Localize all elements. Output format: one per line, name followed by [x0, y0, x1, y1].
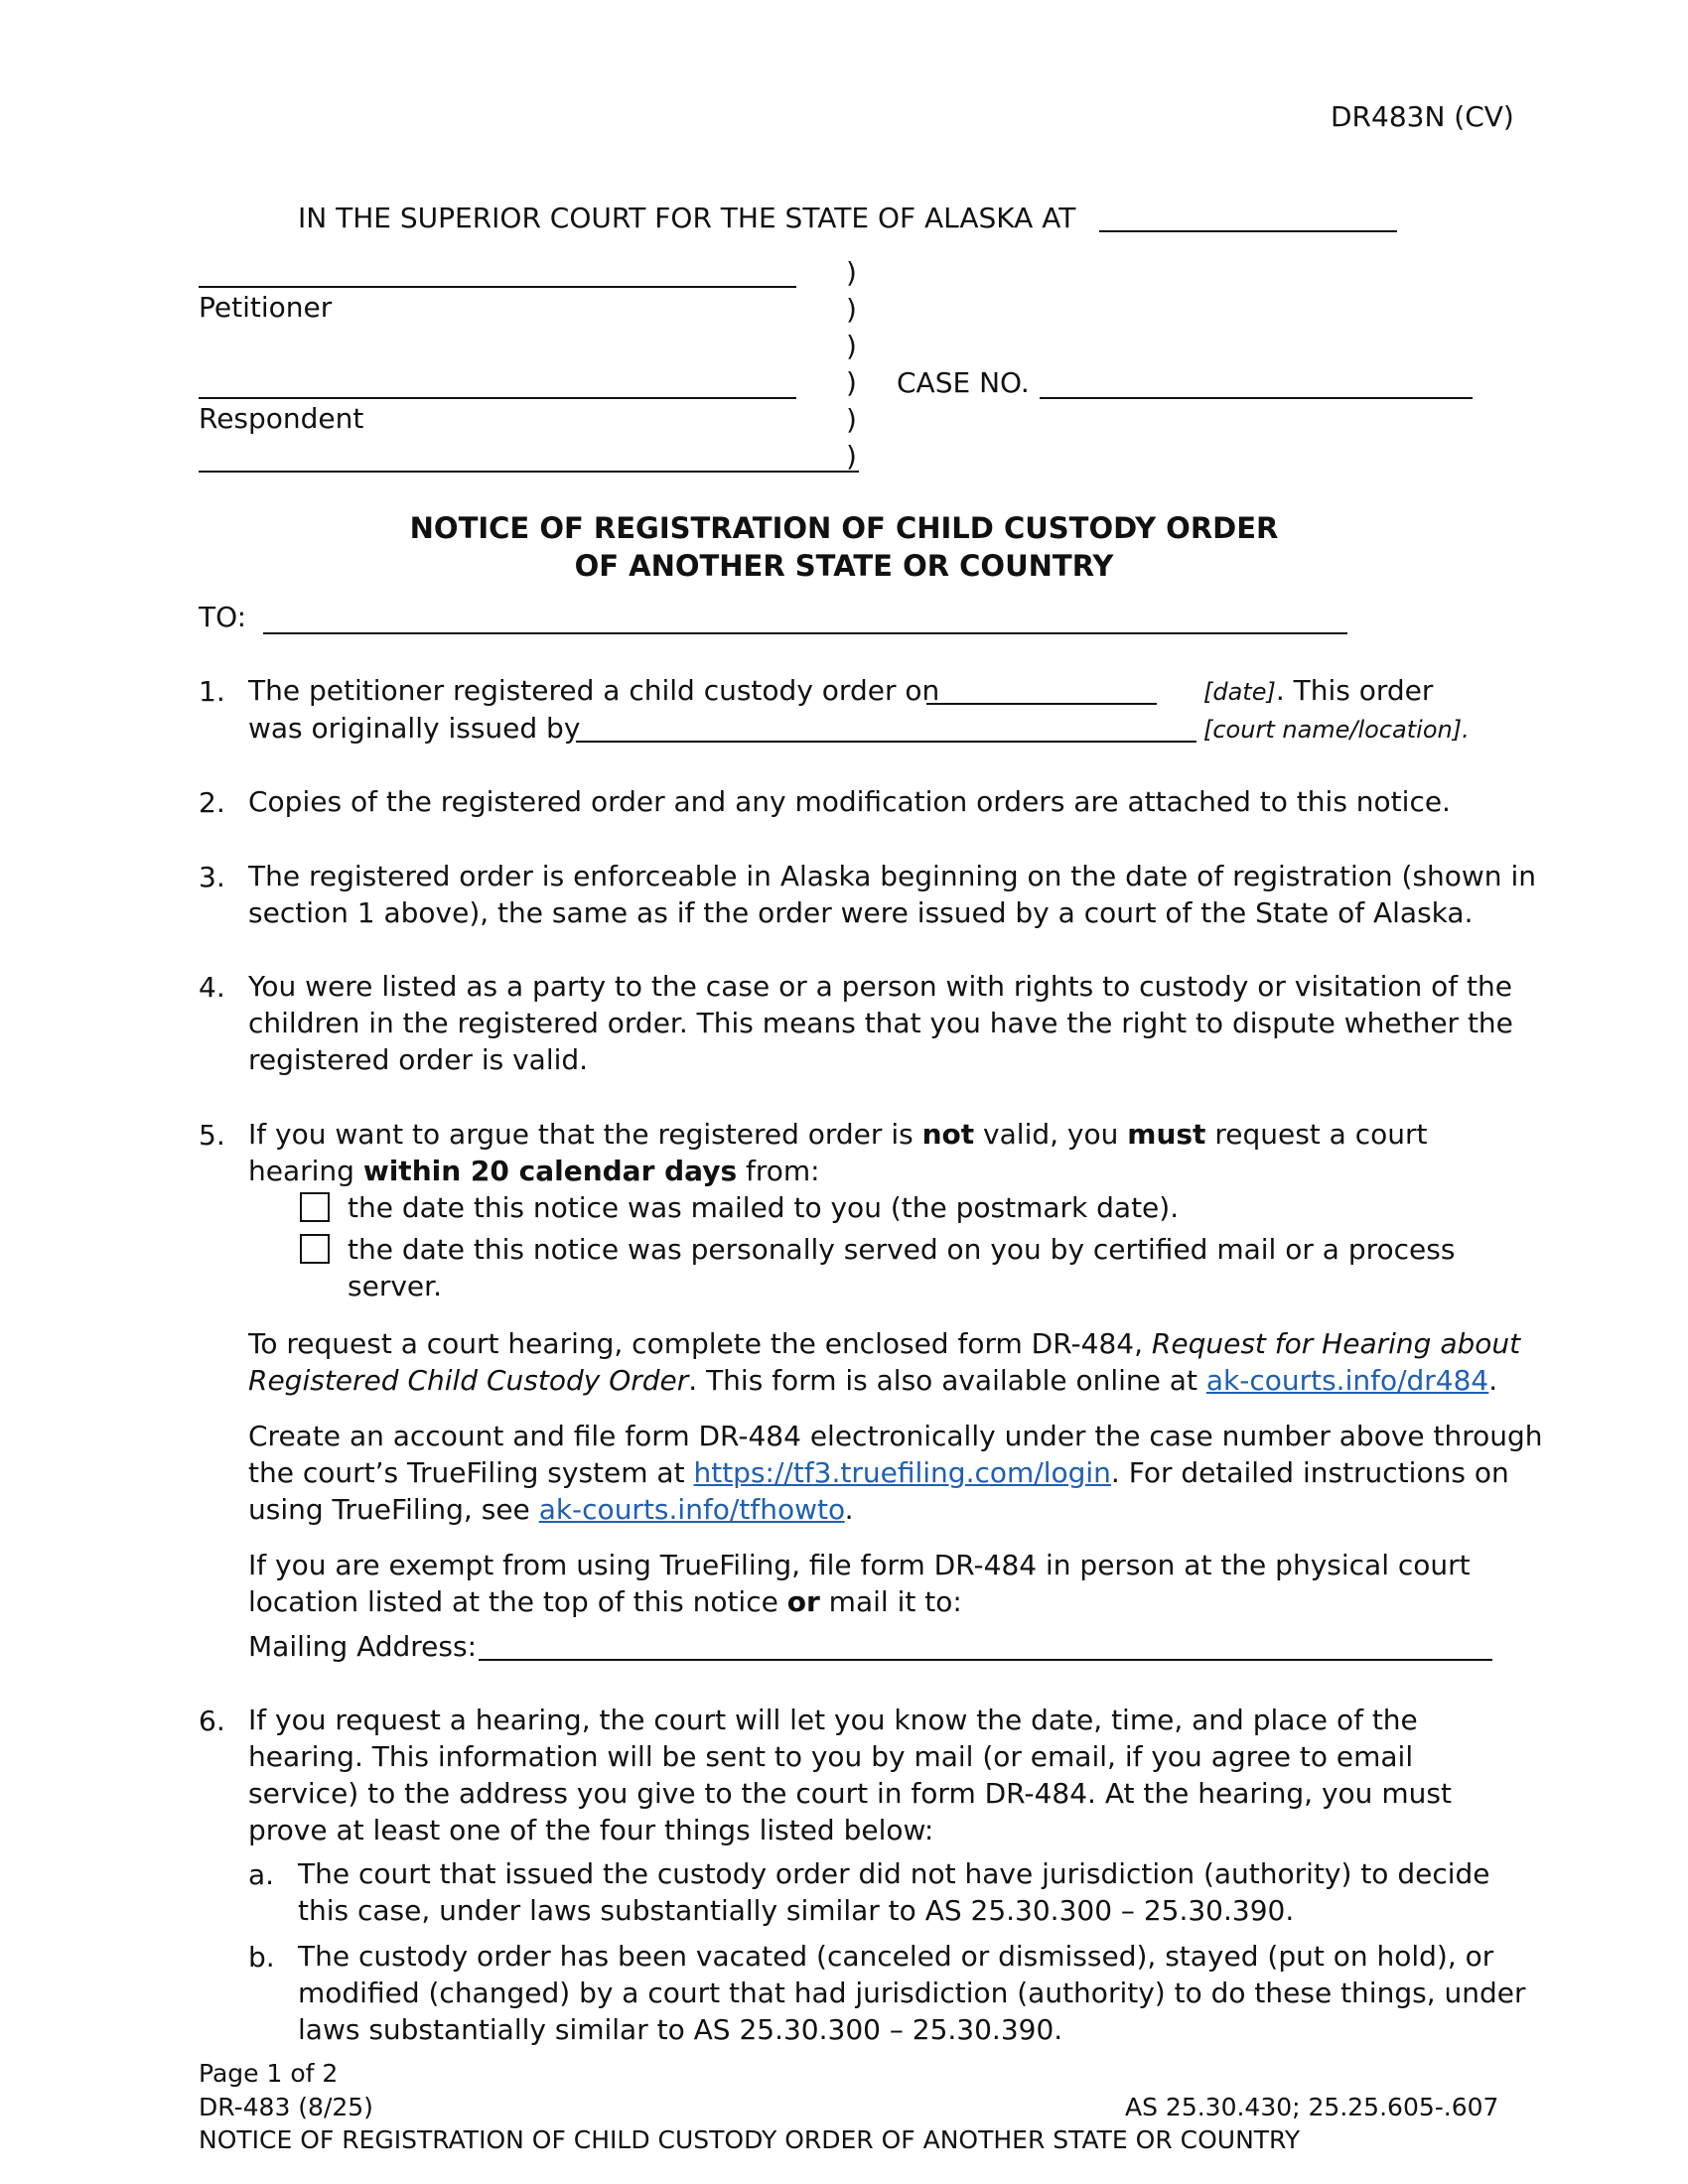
item6-line4: prove at least one of the four things listed below:	[248, 1814, 934, 1846]
item3-line2: section 1 above), the same as if the order were issued by a court of the State of Alaska.	[248, 896, 1474, 929]
item6b-line2: modified (changed) by a court that had jurisdiction (authority) to do these things, under	[298, 1977, 1526, 2009]
caption-paren: )	[846, 440, 857, 473]
served-checkbox[interactable]	[300, 1234, 330, 1264]
item6b-line1: The custody order has been vacated (canceled or dismissed), stayed (put on hold), or	[298, 1940, 1494, 1973]
item1-text-c: was originally issued by	[248, 712, 581, 745]
caption-paren: )	[846, 256, 857, 289]
truefiling-line2: the court’s TrueFiling system at https://tf3.truefiling.com/login. For detailed instructions on	[248, 1456, 1509, 1489]
document-title-line1: NOTICE OF REGISTRATION OF CHILD CUSTODY ORDER	[409, 511, 1279, 545]
caption-paren: )	[846, 293, 857, 326]
form-code: DR483N (CV)	[1331, 100, 1514, 133]
item-number: 1.	[199, 675, 225, 708]
respondent-name-field[interactable]	[199, 397, 796, 399]
exempt-line2: location listed at the top of this notice or mail it to:	[248, 1585, 962, 1618]
item4-line3: registered order is valid.	[248, 1043, 589, 1076]
item6-line2: hearing. This information will be sent to you by mail (or email, if you agree to email	[248, 1740, 1414, 1773]
footer-form-code: DR-483 (8/25)	[199, 2093, 373, 2121]
item2-text: Copies of the registered order and any modification orders are attached to this notice.	[248, 785, 1451, 818]
request-hearing-line1: To request a court hearing, complete the enclosed form DR-484, Request for Hearing about	[248, 1327, 1521, 1360]
mailing-address-label: Mailing Address:	[248, 1630, 478, 1663]
item-number: 5.	[199, 1119, 225, 1152]
subitem-letter: b.	[248, 1941, 275, 1974]
item6a-line2: this case, under laws substantially similar to AS 25.30.300 – 25.30.390.	[298, 1894, 1295, 1927]
item4-line2: children in the registered order. This means that you have the right to dispute whether the	[248, 1007, 1513, 1039]
option-served-label-cont: server.	[348, 1270, 442, 1302]
case-no-field[interactable]	[1040, 397, 1473, 399]
item3-line1: The registered order is enforceable in Alaska beginning on the date of registration (shown in	[248, 860, 1536, 892]
case-no-label: CASE NO.	[897, 366, 1030, 399]
court-hint: [court name/location]	[1203, 716, 1463, 744]
mailing-address-field[interactable]	[479, 1659, 1492, 1661]
item6-line3: service) to the address you give to the court in form DR-484. At the hearing, you must	[248, 1777, 1452, 1810]
item4-line1: You were listed as a party to the case or a person with rights to custody or visitation of the	[248, 970, 1512, 1003]
registration-date-field[interactable]	[926, 703, 1157, 705]
tfhowto-link[interactable]: ak-courts.info/tfhowto	[538, 1493, 845, 1526]
caption-paren: )	[846, 330, 857, 362]
item6a-line1: The court that issued the custody order did not have jurisdiction (authority) to decide	[298, 1857, 1490, 1890]
truefiling-line3: using TrueFiling, see ak-courts.info/tfhowto.	[248, 1493, 854, 1526]
item1-text-d: .	[1462, 716, 1470, 744]
request-hearing-line2: Registered Child Custody Order. This form is also available online at ak-courts.info/dr484.	[248, 1364, 1498, 1397]
caption-bottom-rule	[199, 471, 859, 473]
item-number: 2.	[199, 786, 225, 819]
item6b-line3: laws substantially similar to AS 25.30.300 – 25.30.390.	[298, 2013, 1063, 2046]
item1-date-line	[1203, 673, 1433, 710]
item1-text-b: . This order	[1275, 674, 1434, 707]
footer-title: NOTICE OF REGISTRATION OF CHILD CUSTODY ORDER OF ANOTHER STATE OR COUNTRY	[199, 2125, 1301, 2154]
date-hint: [date]	[1203, 678, 1276, 706]
item1-text-a: The petitioner registered a child custody order on	[248, 674, 940, 707]
court-location-field[interactable]	[1099, 230, 1397, 232]
mailed-checkbox[interactable]	[300, 1192, 330, 1222]
item1-court-line	[1203, 711, 1470, 748]
item-number: 6.	[199, 1705, 225, 1737]
item-number: 3.	[199, 861, 225, 893]
to-label: TO:	[199, 601, 247, 633]
petitioner-label: Petitioner	[199, 291, 333, 324]
caption-paren: )	[846, 366, 857, 399]
truefiling-line1: Create an account and file form DR-484 electronically under the case number above through	[248, 1420, 1543, 1452]
exempt-line1: If you are exempt from using TrueFiling, file form DR-484 in person at the physical court	[248, 1549, 1471, 1581]
option-mailed-label: the date this notice was mailed to you (the postmark date).	[348, 1191, 1180, 1224]
petitioner-name-field[interactable]	[199, 286, 796, 288]
caption-paren: )	[846, 403, 857, 436]
subitem-letter: a.	[248, 1858, 275, 1891]
item-number: 4.	[199, 971, 225, 1004]
respondent-label: Respondent	[199, 402, 364, 435]
item5-line2: hearing within 20 calendar days from:	[248, 1155, 820, 1187]
footer-statute: AS 25.30.430; 25.25.605-.607	[1125, 2093, 1499, 2121]
document-title-line2: OF ANOTHER STATE OR COUNTRY	[574, 549, 1114, 583]
item6-line1: If you request a hearing, the court will let you know the date, time, and place of the	[248, 1704, 1418, 1736]
truefiling-login-link[interactable]: https://tf3.truefiling.com/login	[693, 1456, 1111, 1489]
dr484-link[interactable]: ak-courts.info/dr484	[1205, 1364, 1489, 1397]
item5-line1: If you want to argue that the registered order is not valid, you must request a court	[248, 1118, 1428, 1151]
court-heading: IN THE SUPERIOR COURT FOR THE STATE OF ALASKA AT	[298, 202, 1076, 234]
issuing-court-field[interactable]	[576, 741, 1196, 743]
to-field[interactable]	[263, 632, 1347, 634]
option-served-label: the date this notice was personally served on you by certified mail or a process	[348, 1233, 1456, 1266]
footer-page: Page 1 of 2	[199, 2059, 339, 2088]
